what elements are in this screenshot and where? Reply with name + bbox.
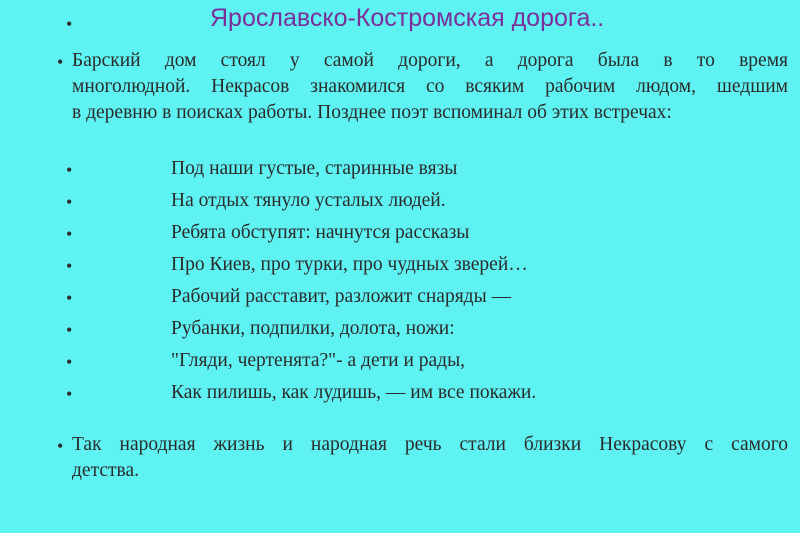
intro-paragraph: [72, 48, 788, 126]
verse-bullet: •: [66, 256, 73, 276]
verse-line: На отдых тянуло усталых людей.: [171, 190, 446, 211]
verse-line: "Гляди, чертенята?"- а дети и рады,: [171, 350, 466, 371]
intro-line: в деревню в поисках работы. Позднее поэт вспоминал об этих встречах:: [72, 102, 672, 123]
intro-line: многолюдной. Некрасов знакомился со всяким рабочим людом, шедшим: [72, 76, 788, 97]
verse-line: Про Киев, про турки, про чудных зверей…: [171, 254, 528, 275]
closing-paragraph: [72, 432, 788, 484]
intro-line: Барский дом стоял у самой дороги, а дорога была в то время: [72, 50, 788, 71]
verse-line: Рабочий расставит, разложит снаряды —: [171, 286, 512, 307]
verse-bullet: •: [66, 160, 73, 180]
closing-line: Так народная жизнь и народная речь стали близки Некрасову с самого: [72, 434, 788, 455]
verse-line: Рубанки, подпилки, долота, ножи:: [171, 318, 455, 339]
verse-line: Как пилишь, как лудишь, — им все покажи.: [171, 382, 537, 403]
verse-line: Ребята обступят: начнутся рассказы: [171, 222, 470, 243]
verse-bullet: •: [66, 288, 73, 308]
verse-bullet: •: [66, 224, 73, 244]
slide-title: Ярославско-Костромская дорога..: [210, 4, 605, 32]
title-bullet: •: [66, 14, 73, 34]
verse-bullet: •: [66, 384, 73, 404]
closing-bullet: •: [57, 436, 64, 456]
verse-bullet: •: [66, 352, 73, 372]
intro-bullet: •: [57, 52, 64, 72]
verse-bullet: •: [66, 192, 73, 212]
verse-bullet: •: [66, 320, 73, 340]
verse-line: Под наши густые, старинные вязы: [171, 158, 458, 179]
closing-line: детства.: [72, 460, 139, 481]
